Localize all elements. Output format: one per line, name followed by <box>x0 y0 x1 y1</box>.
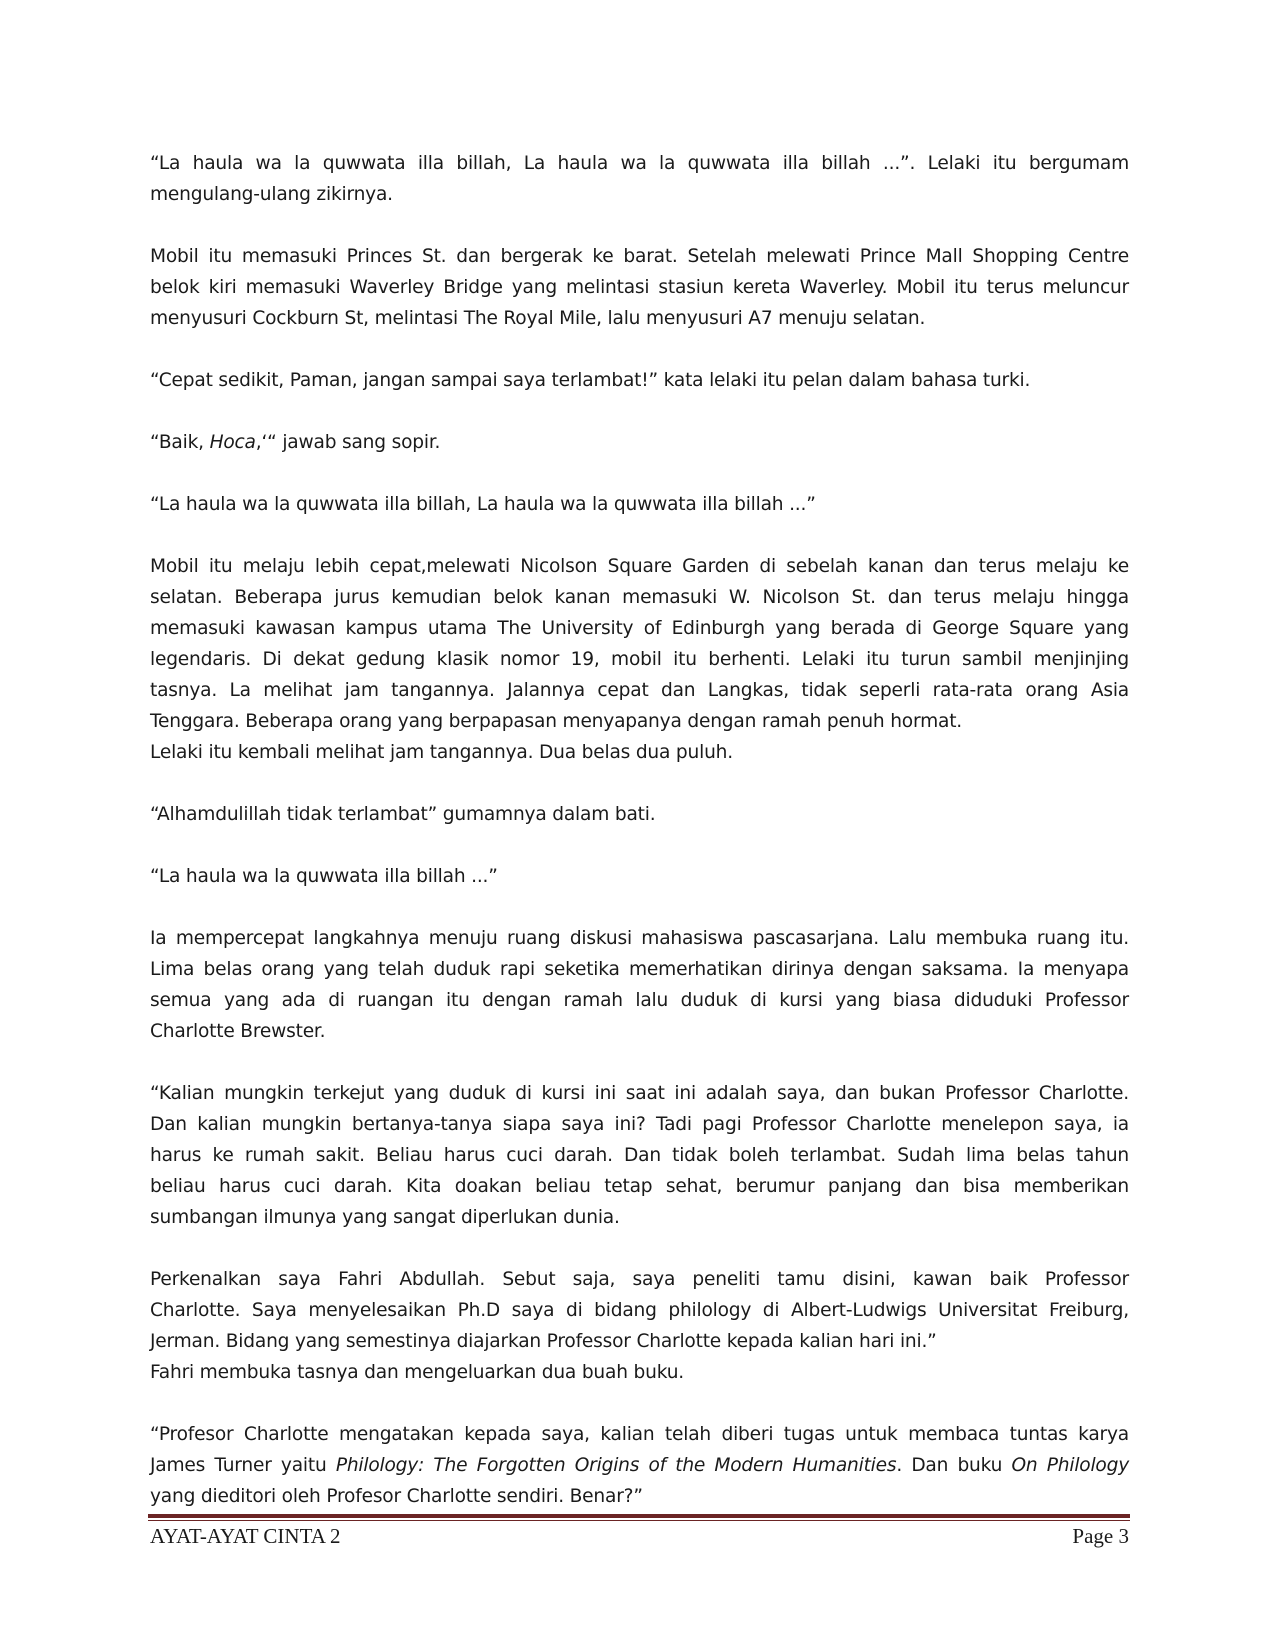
paragraph <box>150 489 1129 520</box>
paragraph <box>150 799 1129 830</box>
text-line: Mobil itu memasuki Princes St. dan bergerak ke barat. Setelah melewati Prince Mall Shopping Centre <box>150 246 1129 267</box>
footer-divider-thin <box>148 1520 1130 1521</box>
text-line: Fahri membuka tasnya dan mengeluarkan dua buah buku. <box>150 1362 684 1383</box>
text-line: “La haula wa la quwwata illa billah ...” <box>150 866 498 887</box>
text-line: selatan. Beberapa jurus kemudian belok kanan memasuki W. Nicolson St. dan terus melaju hingga <box>150 587 1129 608</box>
text-line: tasnya. La melihat jam tangannya. Jalannya cepat dan Langkas, tidak seperli rata-rata orang Asia <box>150 680 1129 701</box>
text-line: Perkenalkan saya Fahri Abdullah. Sebut saja, saya peneliti tamu disini, kawan baik Professor <box>150 1269 1129 1290</box>
page-body <box>150 148 1129 1543</box>
paragraph <box>150 737 1129 768</box>
text-run: . Dan buku <box>896 1455 1012 1476</box>
italic-text: Hoca <box>209 432 256 453</box>
text-line: harus ke rumah sakit. Beliau harus cuci darah. Dan tidak boleh terlambat. Sudah lima belas tahun <box>150 1145 1129 1166</box>
text-line: “Cepat sedikit, Paman, jangan sampai saya terlambat!” kata lelaki itu pelan dalam bahasa turki. <box>150 370 1031 391</box>
paragraph <box>150 923 1129 1047</box>
text-line: “Alhamdulillah tidak terlambat” gumamnya dalam bati. <box>150 804 656 825</box>
text-line: menyusuri Cockburn St, melintasi The Royal Mile, lalu menyusuri A7 menuju selatan. <box>150 308 926 329</box>
text-line: “La haula wa la quwwata illa billah, La haula wa la quwwata illa billah ...”. Lelaki itu bergumam <box>150 153 1129 174</box>
text-line: sumbangan ilmunya yang sangat diperlukan dunia. <box>150 1207 620 1228</box>
text-line: Charlotte. Saya menyelesaikan Ph.D saya di bidang philology di Albert-Ludwigs Universitat Freiburg, <box>150 1300 1129 1321</box>
text-line: memasuki kawasan kampus utama The University of Edinburgh yang berada di George Square yang <box>150 618 1129 639</box>
footer-divider-thick <box>148 1514 1130 1518</box>
text-run: “Baik, <box>150 432 210 453</box>
text-line: “La haula wa la quwwata illa billah, La haula wa la quwwata illa billah ...” <box>150 494 816 515</box>
paragraph <box>150 1264 1129 1388</box>
text-line <box>150 1450 1129 1481</box>
paragraph <box>150 861 1129 892</box>
text-line: legendaris. Di dekat gedung klasik nomor 19, mobil itu berhenti. Lelaki itu turun sambil menjinjing <box>150 649 1129 670</box>
text-line: Jerman. Bidang yang semestinya diajarkan Professor Charlotte kepada kalian hari ini.” <box>150 1331 937 1352</box>
text-line <box>150 427 1129 458</box>
text-run: ,‘“ jawab sang sopir. <box>255 432 441 453</box>
text-run: James Turner yaitu <box>150 1455 336 1476</box>
text-line: mengulang-ulang zikirnya. <box>150 184 393 205</box>
paragraph <box>150 241 1129 334</box>
text-line: “Kalian mungkin terkejut yang duduk di kursi ini saat ini adalah saya, dan bukan Professor Charlotte. <box>150 1083 1129 1104</box>
text-line: belok kiri memasuki Waverley Bridge yang melintasi stasiun kereta Waverley. Mobil itu terus meluncur <box>150 277 1129 298</box>
text-line: beliau harus cuci darah. Kita doakan beliau tetap sehat, berumur panjang dan bisa memberikan <box>150 1176 1129 1197</box>
text-line: Charlotte Brewster. <box>150 1021 326 1042</box>
text-line: “Profesor Charlotte mengatakan kepada saya, kalian telah diberi tugas untuk membaca tuntas karya <box>150 1424 1129 1445</box>
text-line: Mobil itu melaju lebih cepat,melewati Nicolson Square Garden di sebelah kanan dan terus melaju ke <box>150 556 1129 577</box>
text-line: Tenggara. Beberapa orang yang berpapasan menyapanya dengan ramah penuh hormat. <box>150 711 963 732</box>
paragraph <box>150 427 1129 458</box>
paragraph <box>150 148 1129 210</box>
text-line: semua yang ada di ruangan itu dengan ramah lalu duduk di kursi yang biasa diduduki Professor <box>150 990 1129 1011</box>
book-title: On Philology <box>1011 1455 1130 1476</box>
footer-book-title: AYAT-AYAT CINTA 2 <box>150 1524 341 1548</box>
text-line: Lelaki itu kembali melihat jam tangannya. Dua belas dua puluh. <box>150 742 733 763</box>
footer-divider <box>148 1514 1130 1521</box>
paragraph <box>150 365 1129 396</box>
paragraph <box>150 1078 1129 1233</box>
paragraph <box>150 551 1129 737</box>
paragraph <box>150 1419 1129 1512</box>
footer-page-number: Page 3 <box>1072 1524 1129 1548</box>
book-title: Philology: The Forgotten Origins of the Modern Humanities <box>335 1455 897 1476</box>
text-line: yang dieditori oleh Profesor Charlotte sendiri. Benar?” <box>150 1486 643 1507</box>
text-line: Dan kalian mungkin bertanya-tanya siapa saya ini? Tadi pagi Professor Charlotte menelepon saya, ia <box>150 1114 1129 1135</box>
text-line: Ia mempercepat langkahnya menuju ruang diskusi mahasiswa pascasarjana. Lalu membuka ruang itu. <box>150 928 1129 949</box>
text-line: Lima belas orang yang telah duduk rapi seketika memerhatikan dirinya dengan saksama. Ia menyapa <box>150 959 1129 980</box>
